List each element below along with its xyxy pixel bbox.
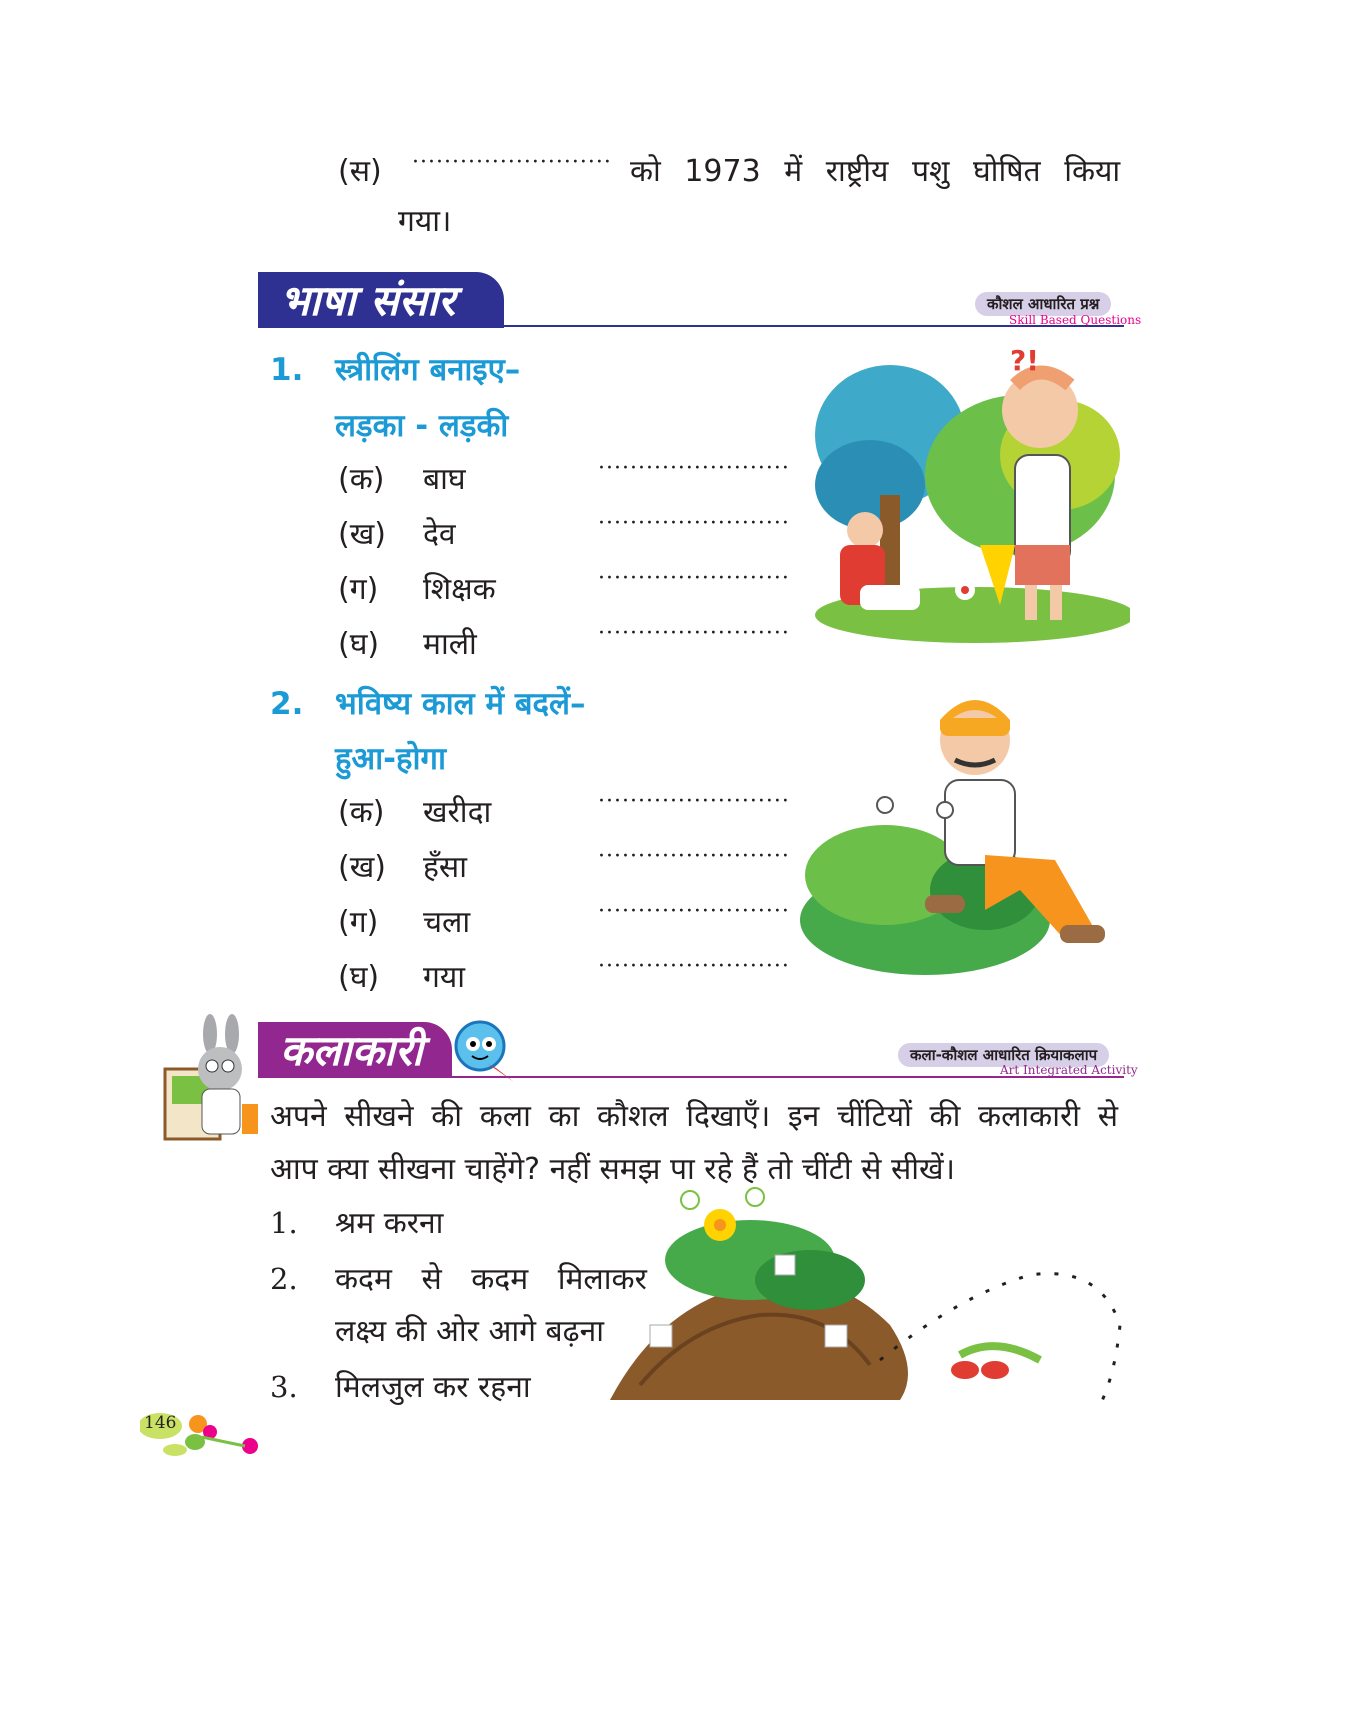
running-man-illustration	[795, 690, 1125, 980]
answer-blank: ························	[598, 566, 790, 591]
item-label: (ग)	[338, 572, 379, 607]
question-number: 1.	[270, 352, 304, 388]
question-title: स्त्रीलिंग बनाइए–	[335, 352, 521, 388]
list-item-text: श्रम करना	[335, 1206, 444, 1241]
section-title: भाषा संसार	[280, 276, 456, 325]
svg-text:?!: ?!	[1010, 345, 1040, 377]
section-banner-bhasha-sansar	[258, 272, 504, 328]
item-label: (घ)	[338, 627, 380, 662]
page-number: 146	[144, 1413, 177, 1433]
art-tag: कला-कौशल आधारित क्रियाकलाप	[898, 1043, 1109, 1067]
item-word: हँसा	[423, 850, 467, 885]
skill-tag-english: Skill Based Questions	[1009, 313, 1142, 327]
item-word: चला	[423, 905, 471, 940]
list-number: 2.	[270, 1262, 298, 1296]
item-word: माली	[423, 627, 477, 662]
ant-hill-illustration	[600, 1185, 1130, 1425]
answer-blank: ························	[598, 954, 790, 979]
activity-paragraph-line2: आप क्या सीखना चाहेंगे? नहीं समझ पा रहे हैं तो चींटी से सीखें।	[270, 1152, 955, 1187]
item-label: (ख)	[338, 850, 386, 885]
question-text-cont: गया।	[398, 204, 452, 239]
section-title: कलाकारी	[280, 1026, 423, 1075]
list-number: 3.	[270, 1370, 298, 1404]
example-text: लड़का - लड़की	[335, 408, 509, 444]
item-label-sa: (स)	[338, 154, 382, 189]
item-label: (ग)	[338, 905, 379, 940]
bunny-painter-illustration	[160, 1014, 265, 1144]
pencil-mascot-icon	[448, 1016, 518, 1086]
answer-blank: ························	[598, 899, 790, 924]
item-label: (क)	[338, 462, 385, 497]
answer-blank: ························	[598, 789, 790, 814]
skill-tag: कौशल आधारित प्रश्न	[975, 292, 1111, 316]
item-word: शिक्षक	[423, 572, 496, 607]
art-tag-english: Art Integrated Activity	[1000, 1063, 1138, 1077]
list-number: 1.	[270, 1206, 298, 1240]
answer-blank: ························	[598, 511, 790, 536]
item-word: गया	[423, 960, 466, 995]
item-word: खरीदा	[423, 795, 492, 830]
example-text: हुआ-होगा	[335, 741, 446, 777]
item-word: देव	[423, 517, 456, 552]
section-banner-kalakari	[258, 1022, 452, 1078]
item-label: (क)	[338, 795, 385, 830]
list-item-text: कदम से कदम मिलाकर	[335, 1262, 647, 1297]
list-item-text: मिलजुल कर रहना	[335, 1370, 531, 1405]
answer-blank: ························	[598, 456, 790, 481]
answer-blank: ························	[598, 621, 790, 646]
answer-blank: ························	[598, 844, 790, 869]
question-number: 2.	[270, 686, 304, 722]
gardener-illustration	[800, 345, 1130, 645]
question-title: भविष्य काल में बदलें–	[335, 686, 586, 722]
activity-paragraph-line1: अपने सीखने की कला का कौशल दिखाएँ। इन चींटियों की कलाकारी से	[270, 1099, 1118, 1134]
item-label: (घ)	[338, 960, 380, 995]
question-text: को 1973 में राष्ट्रीय पशु घोषित किया	[630, 154, 1121, 189]
answer-blank: ·························	[412, 150, 612, 175]
item-label: (ख)	[338, 517, 386, 552]
item-word: बाघ	[423, 462, 466, 497]
list-item-text-cont: लक्ष्य की ओर आगे बढ़ना	[335, 1314, 604, 1349]
